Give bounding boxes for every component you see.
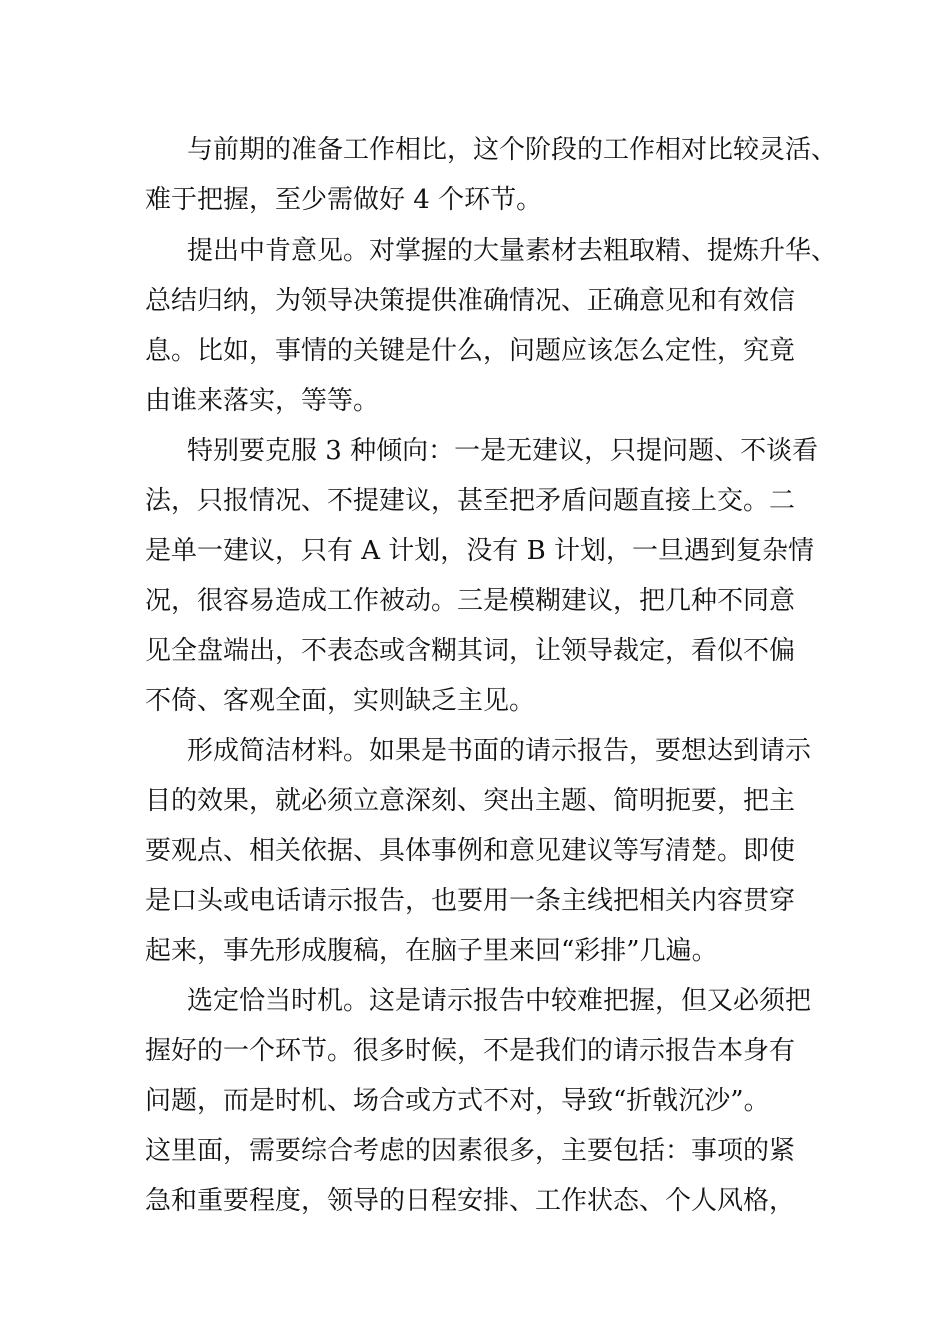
paragraph-5-line-1: 选定恰当时机。这是请示报告中较难把握，但又必须把 — [187, 986, 812, 1016]
paragraph-3-line-3: 是单一建议，只有 A 计划，没有 B 计划，一旦遇到复杂情 — [145, 536, 814, 566]
paragraph-4-line-3: 要观点、相关依据、具体事例和意见建议等写清楚。即使 — [145, 836, 796, 866]
paragraph-3-line-4: 况，很容易造成工作被动。三是模糊建议，把几种不同意 — [145, 586, 796, 616]
paragraph-2-line-4: 由谁来落实，等等。 — [145, 386, 380, 416]
paragraph-3-line-2: 法，只报情况、不提建议，甚至把矛盾问题直接上交。二 — [145, 486, 796, 516]
paragraph-2-line-2: 总结归纳，为领导决策提供准确情况、正确意见和有效信 — [145, 286, 796, 316]
paragraph-5-line-5: 急和重要程度，领导的日程安排、工作状态、个人风格， — [145, 1186, 796, 1216]
paragraph-3-line-5: 见全盘端出，不表态或含糊其词，让领导裁定，看似不偏 — [145, 636, 796, 666]
paragraph-4-line-1: 形成简洁材料。如果是书面的请示报告，要想达到请示 — [187, 736, 812, 766]
paragraph-4-line-4: 是口头或电话请示报告，也要用一条主线把相关内容贯穿 — [145, 886, 796, 916]
paragraph-3-line-1: 特别要克服 3 种倾向：一是无建议，只提问题、不谈看 — [187, 436, 819, 466]
paragraph-5-line-3: 问题，而是时机、场合或方式不对，导致“折戟沉沙”。 — [145, 1086, 770, 1116]
paragraph-1-line-1: 与前期的准备工作相比，这个阶段的工作相对比较灵活、 — [187, 135, 838, 165]
paragraph-5-line-4: 这里面，需要综合考虑的因素很多，主要包括：事项的紧 — [145, 1136, 796, 1166]
paragraph-2-line-3: 息。比如，事情的关键是什么，问题应该怎么定性，究竟 — [145, 336, 796, 366]
paragraph-1-line-2: 难于把握，至少需做好 4 个环节。 — [145, 185, 543, 215]
paragraph-3-line-6: 不倚、客观全面，实则缺乏主见。 — [145, 686, 536, 716]
paragraph-4-line-5: 起来，事先形成腹稿，在脑子里来回“彩排”几遍。 — [145, 936, 718, 966]
paragraph-5-line-2: 握好的一个环节。很多时候，不是我们的请示报告本身有 — [145, 1036, 796, 1066]
paragraph-4-line-2: 目的效果，就必须立意深刻、突出主题、简明扼要，把主 — [145, 786, 796, 816]
paragraph-2-line-1: 提出中肯意见。对掌握的大量素材去粗取精、提炼升华、 — [187, 236, 838, 266]
